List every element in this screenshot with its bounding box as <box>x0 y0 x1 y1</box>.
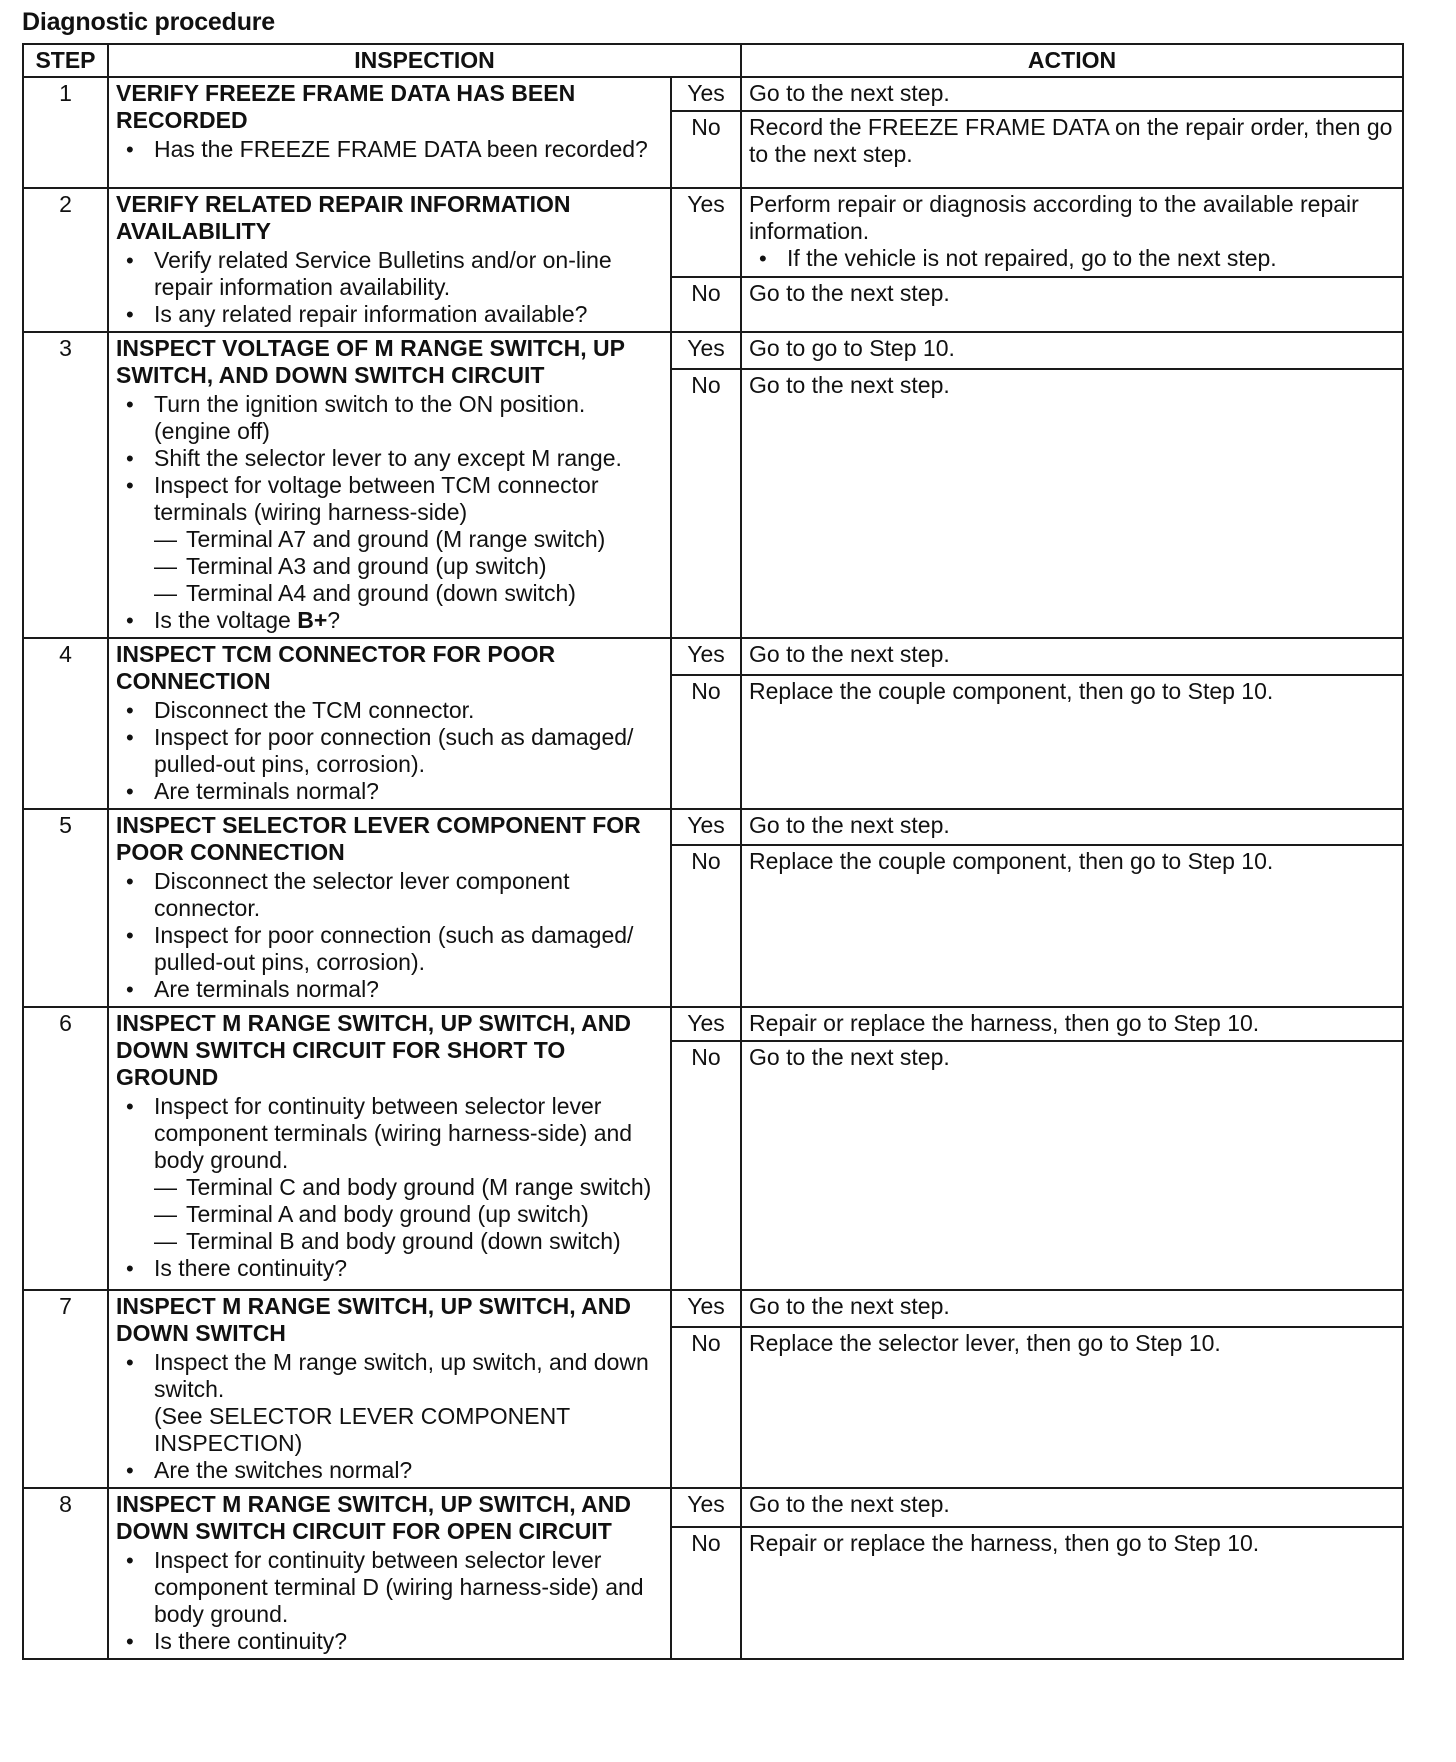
bullet-item <box>116 1457 663 1484</box>
inspection-cell <box>108 332 671 638</box>
no-action-text: Record the FREEZE FRAME DATA on the repair order, then go to the next step. <box>749 114 1393 167</box>
bullet-item <box>116 607 663 634</box>
yes-action <box>741 188 1403 277</box>
no-label: No <box>671 111 741 188</box>
no-action-text: Repair or replace the harness, then go to Step 10. <box>749 1530 1260 1557</box>
bullet-text: Turn the ignition switch to the ON position. (engine off) <box>154 391 586 444</box>
bullet-item <box>116 391 663 445</box>
yes-action-text: Repair or replace the harness, then go to Step 10. <box>749 1010 1260 1036</box>
bullet-item <box>116 778 663 805</box>
step-number: 7 <box>23 1290 108 1488</box>
header-action: ACTION <box>741 44 1403 77</box>
bullet-text: Inspect for poor connection (such as damaged/ pulled-out pins, corrosion). <box>154 922 634 975</box>
no-action <box>741 277 1403 332</box>
bullet-text: Is any related repair information available? <box>154 301 588 327</box>
inspection-title: VERIFY FREEZE FRAME DATA HAS BEEN RECORDED <box>116 80 576 133</box>
yes-action <box>741 77 1403 111</box>
bullet-item <box>116 1255 663 1282</box>
table-row <box>23 332 1403 369</box>
yes-action <box>741 1290 1403 1327</box>
bullet-text: Are the switches normal? <box>154 1457 413 1483</box>
inspection-title: INSPECT M RANGE SWITCH, UP SWITCH, AND DOWN SWITCH CIRCUIT FOR SHORT TO GROUND <box>116 1010 631 1090</box>
no-label: No <box>671 675 741 809</box>
bullet-text: Are terminals normal? <box>154 976 379 1002</box>
no-action <box>741 675 1403 809</box>
yes-label: Yes <box>671 1290 741 1327</box>
yes-action <box>741 332 1403 369</box>
no-action <box>741 369 1403 638</box>
no-label: No <box>671 369 741 638</box>
bullet-item <box>116 922 663 976</box>
no-action-text: Go to the next step. <box>749 372 950 399</box>
no-action <box>741 845 1403 1007</box>
no-label: No <box>671 277 741 332</box>
bullet-item <box>116 445 663 472</box>
bullet-item <box>116 697 663 724</box>
bullet-item <box>116 1093 663 1255</box>
bullet-item <box>116 976 663 1003</box>
step-number: 1 <box>23 77 108 188</box>
terminal-item: — Terminal A3 and ground (up switch) <box>154 553 663 580</box>
inspection-cell <box>108 1488 671 1659</box>
table-row <box>23 77 1403 111</box>
inspection-bullets <box>116 1093 663 1282</box>
terminal-item: — Terminal B and body ground (down switch) <box>154 1228 663 1255</box>
terminal-item: — Terminal A7 and ground (M range switch) <box>154 526 663 553</box>
yes-action <box>741 1007 1403 1041</box>
yes-action-text: Perform repair or diagnosis according to the available repair information. <box>749 191 1359 244</box>
no-label: No <box>671 1327 741 1488</box>
table-body <box>23 77 1403 1659</box>
bullet-item <box>116 301 663 328</box>
bullet-text: Is there continuity? <box>154 1255 348 1281</box>
step-number: 2 <box>23 188 108 332</box>
yes-label: Yes <box>671 77 741 111</box>
no-action <box>741 1527 1403 1659</box>
yes-action-text: Go to the next step. <box>749 641 950 667</box>
bullet-text: Has the FREEZE FRAME DATA been recorded? <box>154 136 648 162</box>
bullet-text: Inspect the M range switch, up switch, and down switch. <box>154 1349 649 1402</box>
bullet-text: Are terminals normal? <box>154 778 379 804</box>
step-number: 8 <box>23 1488 108 1659</box>
step-number: 6 <box>23 1007 108 1290</box>
inspection-bullets <box>116 1547 663 1655</box>
bullet-suffix: ? <box>327 607 341 633</box>
no-action <box>741 1041 1403 1290</box>
no-action-text: Go to the next step. <box>749 279 950 306</box>
inspection-title: VERIFY RELATED REPAIR INFORMATION AVAILABILITY <box>116 191 571 244</box>
table-row <box>23 1007 1403 1041</box>
inspection-cell <box>108 809 671 1007</box>
no-action <box>741 111 1403 188</box>
bullet-emphasis: B+ <box>297 607 328 633</box>
bullet-text: Verify related Service Bulletins and/or on-line repair information availability. <box>154 247 612 300</box>
header-inspection: INSPECTION <box>108 44 741 77</box>
step-number: 4 <box>23 638 108 809</box>
yes-action-text: Go to the next step. <box>749 1293 950 1319</box>
no-label: No <box>671 845 741 1007</box>
yes-action-text: Go to the next step. <box>749 1491 950 1517</box>
inspection-cell <box>108 1007 671 1290</box>
bullet-text: Inspect for voltage between TCM connector terminals (wiring harness-side) <box>154 472 599 525</box>
table-row <box>23 1488 1403 1527</box>
table-header-row <box>23 44 1403 77</box>
bullet-text: Disconnect the TCM connector. <box>154 697 475 723</box>
yes-label: Yes <box>671 332 741 369</box>
bullet-text: Is there continuity? <box>154 1628 348 1654</box>
step-number: 3 <box>23 332 108 638</box>
inspection-cell <box>108 638 671 809</box>
no-action <box>741 1327 1403 1488</box>
bullet-text: Is the voltage <box>154 607 298 633</box>
no-label: No <box>671 1527 741 1659</box>
bullet-text: Shift the selector lever to any except M range. <box>154 445 622 471</box>
table-row <box>23 188 1403 277</box>
bullet-text: Inspect for continuity between selector lever component terminal D (wiring harness-side) and body ground. <box>154 1547 644 1627</box>
yes-action <box>741 638 1403 675</box>
no-action-text: Replace the couple component, then go to Step 10. <box>749 677 1274 704</box>
bullet-text: Disconnect the selector lever component connector. <box>154 868 570 921</box>
table-row <box>23 638 1403 675</box>
inspection-bullets <box>116 868 663 1003</box>
yes-label: Yes <box>671 809 741 845</box>
terminal-list <box>154 1174 663 1255</box>
inspection-bullets <box>116 247 663 328</box>
terminal-list <box>154 526 663 607</box>
bullet-item <box>116 247 663 301</box>
table-row <box>23 809 1403 845</box>
bullet-text: Inspect for continuity between selector lever component terminals (wiring harness-side) and body ground. <box>154 1093 633 1173</box>
diagnostic-procedure-table <box>22 43 1404 1660</box>
yes-label: Yes <box>671 1488 741 1527</box>
inspection-bullets <box>116 136 663 163</box>
terminal-item: — Terminal C and body ground (M range switch) <box>154 1174 663 1201</box>
inspection-cell <box>108 188 671 332</box>
inspection-title: INSPECT M RANGE SWITCH, UP SWITCH, AND DOWN SWITCH <box>116 1293 631 1346</box>
action-bullet-item: • If the vehicle is not repaired, go to the next step. <box>749 245 1395 272</box>
inspection-title: INSPECT TCM CONNECTOR FOR POOR CONNECTION <box>116 641 556 694</box>
no-label: No <box>671 1041 741 1290</box>
yes-action-text: Go to the next step. <box>749 812 950 838</box>
inspection-title: INSPECT VOLTAGE OF M RANGE SWITCH, UP SWITCH, AND DOWN SWITCH CIRCUIT <box>116 335 625 388</box>
terminal-item: — Terminal A and body ground (up switch) <box>154 1201 663 1228</box>
bullet-item <box>116 868 663 922</box>
bullet-note: (See SELECTOR LEVER COMPONENT INSPECTION) <box>154 1403 570 1456</box>
bullet-text: Inspect for poor connection (such as damaged/ pulled-out pins, corrosion). <box>154 724 634 777</box>
no-action-text: Replace the selector lever, then go to Step 10. <box>749 1329 1221 1356</box>
step-number: 5 <box>23 809 108 1007</box>
bullet-item <box>116 1628 663 1655</box>
header-step: STEP <box>23 44 108 77</box>
inspection-bullets <box>116 697 663 805</box>
action-bullets <box>749 245 1395 272</box>
table-row <box>23 1290 1403 1327</box>
yes-label: Yes <box>671 638 741 675</box>
inspection-cell <box>108 77 671 188</box>
yes-action <box>741 809 1403 845</box>
inspection-cell <box>108 1290 671 1488</box>
bullet-item <box>116 724 663 778</box>
inspection-title: INSPECT M RANGE SWITCH, UP SWITCH, AND DOWN SWITCH CIRCUIT FOR OPEN CIRCUIT <box>116 1491 631 1544</box>
page-title: Diagnostic procedure <box>22 8 275 36</box>
bullet-item <box>116 472 663 607</box>
inspection-bullets <box>116 1349 663 1484</box>
terminal-item: — Terminal A4 and ground (down switch) <box>154 580 663 607</box>
yes-label: Yes <box>671 1007 741 1041</box>
yes-action <box>741 1488 1403 1527</box>
no-action-text: Go to the next step. <box>749 1044 950 1070</box>
inspection-title: INSPECT SELECTOR LEVER COMPONENT FOR POOR CONNECTION <box>116 812 641 865</box>
bullet-item <box>116 136 663 163</box>
bullet-item <box>116 1349 663 1457</box>
no-action-text: Replace the couple component, then go to Step 10. <box>749 848 1274 874</box>
yes-label: Yes <box>671 188 741 277</box>
yes-action-text: Go to the next step. <box>749 80 950 106</box>
bullet-item <box>116 1547 663 1628</box>
inspection-bullets <box>116 391 663 634</box>
yes-action-text: Go to go to Step 10. <box>749 335 955 361</box>
